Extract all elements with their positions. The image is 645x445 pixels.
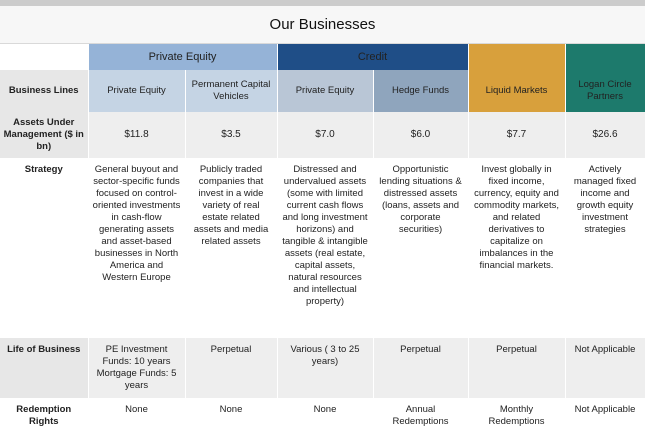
row-label-strategy: Strategy bbox=[0, 158, 88, 338]
column-header-liquid-markets: Liquid Markets bbox=[468, 70, 565, 112]
row-label-life: Life of Business bbox=[0, 338, 88, 398]
strategy-text: Opportunistic lending situations & distressed assets (loans, assets and corporate securities) bbox=[373, 158, 468, 338]
redemption-value: None bbox=[277, 398, 373, 445]
businesses-table bbox=[0, 44, 645, 445]
life-value: Various ( 3 to 25 years) bbox=[277, 338, 373, 398]
strategy-text: Actively managed fixed income and growth equity investment strategies bbox=[565, 158, 645, 338]
aum-value: $7.7 bbox=[468, 112, 565, 158]
life-value: Perpetual bbox=[373, 338, 468, 398]
redemption-value: Annual Redemptions bbox=[373, 398, 468, 445]
business-lines-row bbox=[0, 70, 645, 112]
aum-value: $26.6 bbox=[565, 112, 645, 158]
redemption-value: None bbox=[88, 398, 185, 445]
row-label-aum: Assets Under Management ($ in bn) bbox=[0, 112, 88, 158]
life-of-business-row bbox=[0, 338, 645, 398]
aum-value: $3.5 bbox=[185, 112, 277, 158]
group-header-logan-circle bbox=[565, 44, 645, 70]
column-header-private-equity: Private Equity bbox=[88, 70, 185, 112]
aum-row bbox=[0, 112, 645, 158]
aum-value: $6.0 bbox=[373, 112, 468, 158]
column-header-logan-circle: Logan Circle Partners bbox=[565, 70, 645, 112]
row-label-redemption: Redemption Rights bbox=[0, 398, 88, 445]
strategy-text: Publicly traded companies that invest in a wide variety of real estate related assets and media related assets bbox=[185, 158, 277, 338]
page-title: Our Businesses bbox=[0, 6, 645, 44]
strategy-text: Distressed and undervalued assets (some with limited current cash flows and long investment horizons) and tangible & intangible assets (real estate, capital assets, natural resources and intellectual property) bbox=[277, 158, 373, 338]
strategy-row bbox=[0, 158, 645, 338]
strategy-text: Invest globally in fixed income, currency, equity and commodity markets, and related derivatives to capitalize on imbalances in the financial markets. bbox=[468, 158, 565, 338]
aum-value: $11.8 bbox=[88, 112, 185, 158]
column-header-permanent-capital-vehicles: Permanent Capital Vehicles bbox=[185, 70, 277, 112]
column-header-hedge-funds: Hedge Funds bbox=[373, 70, 468, 112]
life-value: Not Applicable bbox=[565, 338, 645, 398]
group-header-private-equity: Private Equity bbox=[88, 44, 277, 70]
redemption-value: Not Applicable bbox=[565, 398, 645, 445]
group-header-blank bbox=[0, 44, 88, 70]
strategy-text: General buyout and sector-specific funds focused on control-oriented investments in cash-flow generating assets and asset-based businesses in North America and Western Europe bbox=[88, 158, 185, 338]
redemption-value: None bbox=[185, 398, 277, 445]
group-header-credit: Credit bbox=[277, 44, 468, 70]
group-header-row bbox=[0, 44, 645, 70]
redemption-rights-row bbox=[0, 398, 645, 445]
life-value: Perpetual bbox=[468, 338, 565, 398]
group-header-liquid-markets bbox=[468, 44, 565, 70]
row-label-business-lines: Business Lines bbox=[0, 70, 88, 112]
aum-value: $7.0 bbox=[277, 112, 373, 158]
life-value: Perpetual bbox=[185, 338, 277, 398]
life-value: PE Investment Funds: 10 years Mortgage Funds: 5 years bbox=[88, 338, 185, 398]
redemption-value: Monthly Redemptions bbox=[468, 398, 565, 445]
column-header-credit-private-equity: Private Equity bbox=[277, 70, 373, 112]
